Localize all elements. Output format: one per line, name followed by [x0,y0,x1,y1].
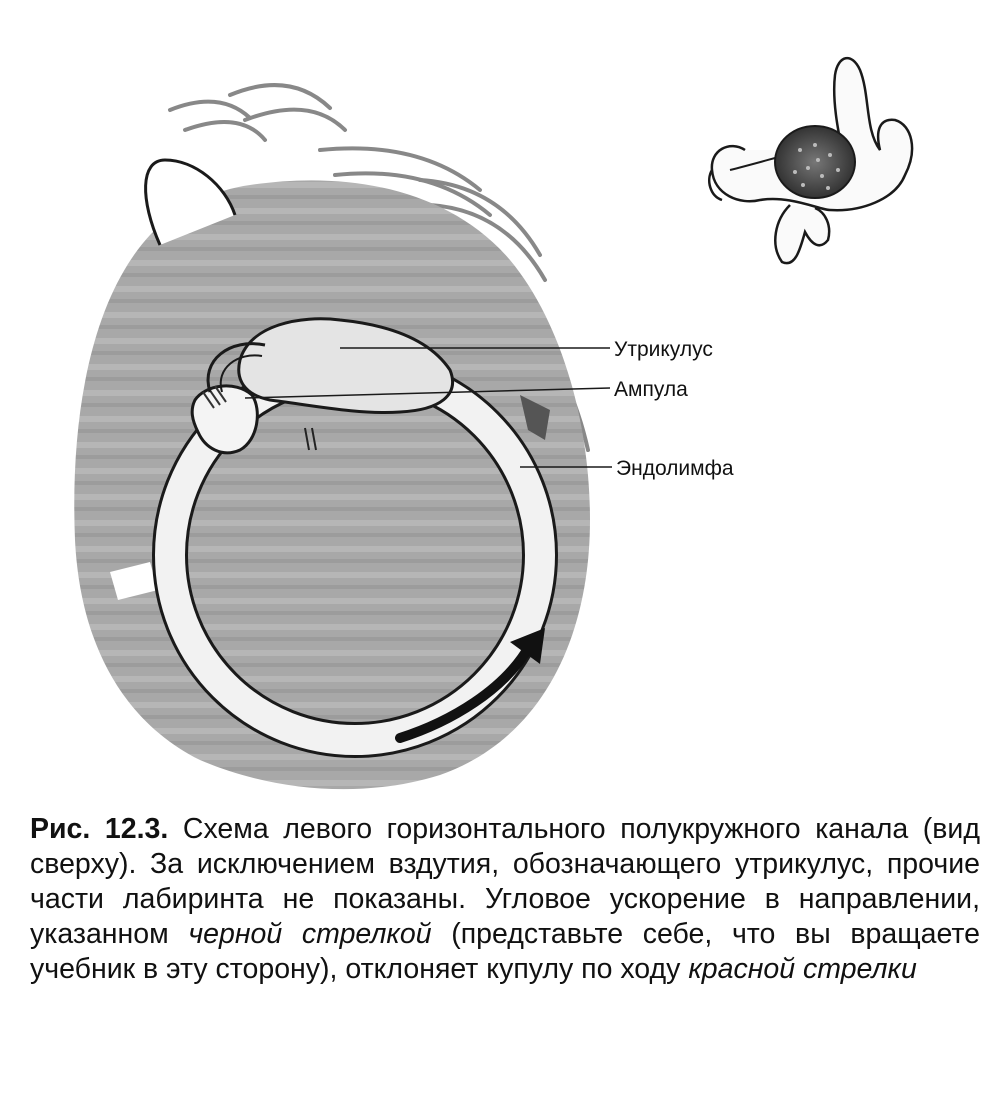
caption-text-2: (представьте себе, что вы вращаете учебник в эту сторону), отклоняет купулу по ходу [30,918,980,985]
label-ampulla: Ампула [614,378,688,401]
caption-label: Рис. 12.3. [30,813,169,845]
caption-italic-1: черной стрелкой [188,918,432,950]
inset-lower [775,205,829,263]
label-endolymph: Эндолимфа [616,457,734,480]
label-utriculus: Утрикулус [614,338,713,361]
caption-text-1: Схема левого горизонтального полукружного канала (вид сверху). За исключением вздутия, обозначающего утрикулус, прочие части лабиринта не показаны. Угловое ускорение в направлении, указанном [30,813,980,950]
inset-figure [709,58,912,263]
caption-italic-2: красной стрелки [688,953,917,985]
figure-caption [30,812,980,987]
inset-head [775,126,855,198]
